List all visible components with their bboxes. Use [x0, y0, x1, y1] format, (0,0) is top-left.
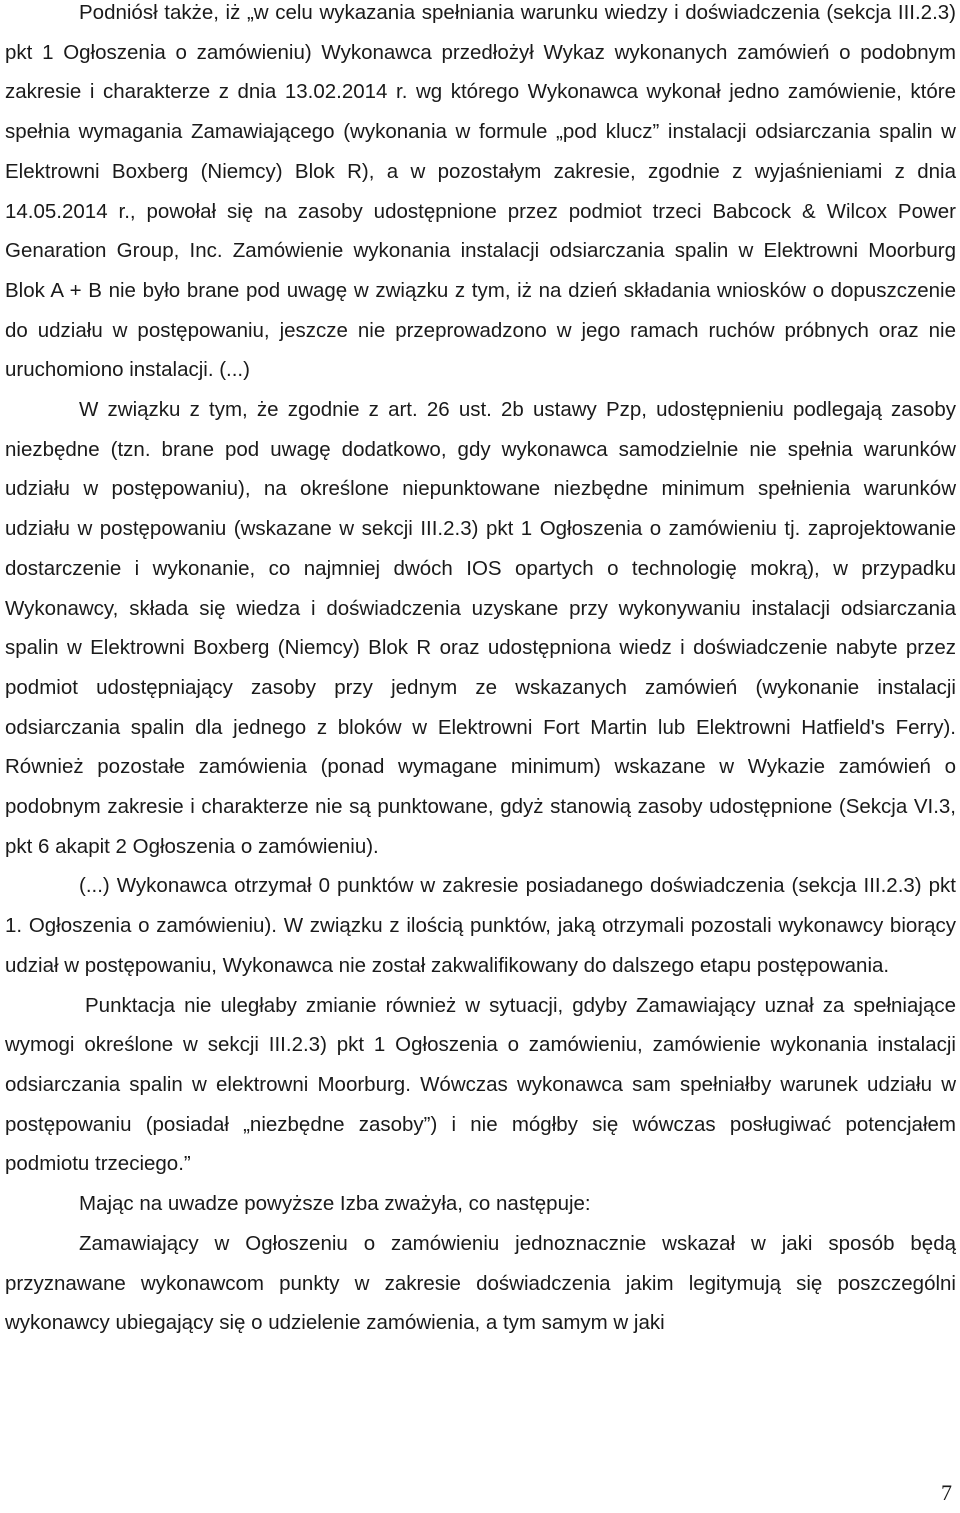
paragraph-1: Podniósł także, iż „w celu wykazania spełniania warunku wiedzy i doświadczenia (sekcja III.2.3) pkt 1 Ogłoszenia o zamówieniu) Wykonawca przedłożył Wykaz wykonanych zamówień o podobnym zakresie i charakterze z dnia 13.02.2014 r. wg którego Wykonawca wykonał jedno zamówienie, które spełnia wymagania Zamawiającego (wykonania w formule „pod klucz” instalacji odsiarczania spalin w Elektrowni Boxberg (Niemcy) Blok R), a w pozostałym zakresie, zgodnie z wyjaśnieniami z dnia 14.05.2014 r., powołał się na zasoby udostępnione przez podmiot trzeci Babcock & Wilcox Power Genaration Group, Inc. Zamówienie wykonania instalacji odsiarczania spalin w Elektrowni Moorburg Blok A + B nie było brane pod uwagę w związku z tym, iż na dzień składania wniosków o dopuszczenie do udziału w postępowaniu, jeszcze nie przeprowadzono w jego ramach ruchów próbnych oraz nie uruchomiono instalacji. (...): [5, 1, 956, 382]
paragraph-2: W związku z tym, że zgodnie z art. 26 ust. 2b ustawy Pzp, udostępnieniu podlegają zasoby niezbędne (tzn. brane pod uwagę dodatkowo, gdy wykonawca samodzielnie nie spełnia warunków udziału w postępowaniu), na określone niepunktowane niezbędne minimum spełnienia warunków udziału w postępowaniu (wskazane w sekcji III.2.3) pkt 1 Ogłoszenia o zamówieniu tj. zaprojektowanie dostarczenie i wykonanie, co najmniej dwóch IOS opartych o technologię mokrą), w przypadku Wykonawcy, składa się wiedza i doświadczenia uzyskane przy wykonywaniu instalacji odsiarczania spalin w Elektrowni Boxberg (Niemcy) Blok R oraz udostępniona wiedz i doświadczenie nabyte przez podmiot udostępniający zasoby przy jednym ze wskazanych zamówień (wykonanie instalacji odsiarczania spalin dla jednego z bloków w Elektrowni Fort Martin lub Elektrowni Hatfield's Ferry). Również pozostałe zamówienia (ponad wymagane minimum) wskazane w Wykazie zamówień o podobnym zakresie i charakterze nie są punktowane, gdyż stanowią zasoby udostępnione (Sekcja VI.3, pkt 6 akapit 2 Ogłoszenia o zamówieniu).: [5, 398, 956, 858]
page-number: 7: [941, 1480, 952, 1505]
paragraph-3: (...) Wykonawca otrzymał 0 punktów w zakresie posiadanego doświadczenia (sekcja III.2.3) pkt 1. Ogłoszenia o zamówieniu). W związku z ilością punktów, jaką otrzymali pozostali wykonawcy biorący udział w postępowaniu, Wykonawca nie został zakwalifikowany do dalszego etapu postępowania.: [5, 874, 956, 977]
paragraph-5: Mając na uwadze powyższe Izba zważyła, co następuje:: [79, 1192, 591, 1216]
document-body: [5, 0, 956, 1343]
paragraph-4: Punktacja nie uległaby zmianie również w sytuacji, gdyby Zamawiający uznał za spełniające wymogi określone w sekcji III.2.3) pkt 1 Ogłoszenia o zamówieniu, zamówienie wykonania instalacji odsiarczania spalin w elektrowni Moorburg. Wówczas wykonawca sam spełniałby warunek udziału w postępowaniu (posiadał „niezbędne zasoby”) i nie mógłby się wówczas posługiwać potencjałem podmiotu trzeciego.”: [5, 993, 956, 1176]
paragraph-6: Zamawiający w Ogłoszeniu o zamówieniu jednoznacznie wskazał w jaki sposób będą przyznawane wykonawcom punkty w zakresie doświadczenia jakim legitymują się poszczególni wykonawcy ubiegający się o udzielenie zamówienia, a tym samym w jaki: [5, 1231, 956, 1335]
